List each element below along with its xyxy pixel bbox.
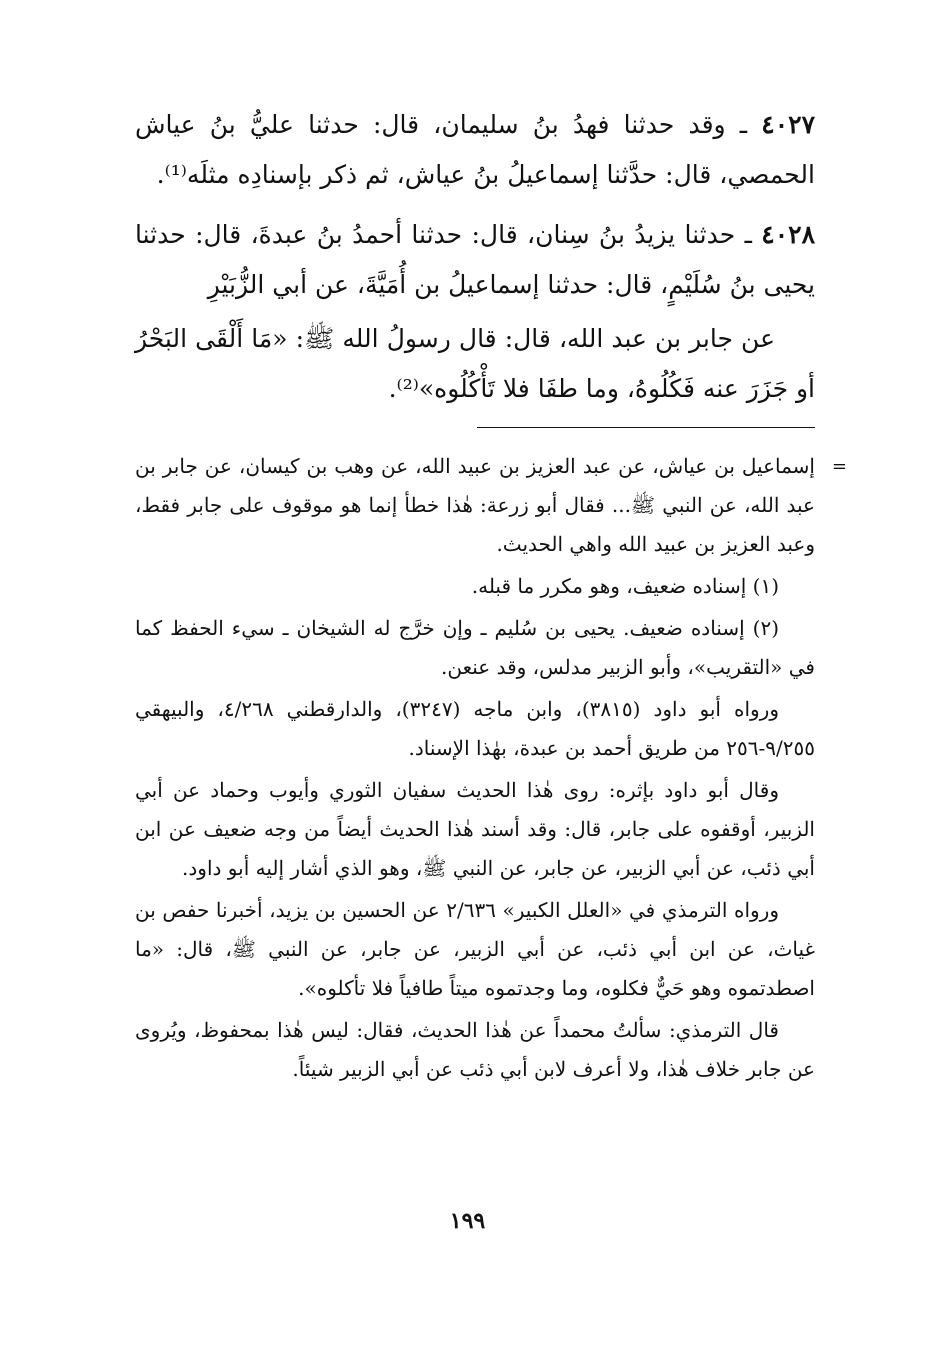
hadith-4028-matn [135, 314, 815, 414]
continuation-mark: = [831, 456, 847, 477]
footnote-1: (١) إسناده ضعيف، وهو مكرر ما قبله. [471, 574, 779, 598]
footnote-paragraph: قال الترمذي: سألتُ محمداً عن هٰذا الحديث، فقال: ليس هٰذا بمحفوظ، ويُروى عن جابر خلاف هٰذا، ولا أعرف لابن أبي ذئب عن أبي الزبير شيئاً. [135, 1018, 815, 1081]
footnote-paragraph: وقال أبو داود بإثره: روى هٰذا الحديث سفيان الثوري وأيوب وحماد عن أبي الزبير، أوقفوه على جابر، قال: وقد أسند هٰذا الحديث أيضاً من وجه ضعيف عن ابن أبي ذئب، عن أبي الزبير، عن جابر، عن النبي ﷺ، وهو الذي أشار إليه أبو داود. [135, 778, 815, 880]
footnote-separator [477, 427, 815, 428]
page-number: ١٩٩ [449, 1208, 486, 1234]
footnote-2: (٢) إسناده ضعيف. يحيى بن سُليم ـ وإن خرَّج له الشيخان ـ سيء الحفظ كما في «التقريب»، وأبو الزبير مدلس، وقد عنعن. [135, 616, 815, 679]
hadith-4028 [135, 210, 815, 310]
hadith-4027 [135, 100, 815, 200]
footnotes [135, 447, 847, 1092]
hadith-text: ـ حدثنا يزيدُ بنُ سِنان، قال: حدثنا أحمدُ بنُ عبدةَ، قال: حدثنا يحيى بنُ سُلَيْمٍ، قال: حدثنا إسماعيلُ بن أُمَيَّةَ، عن أبي الزُّبَيْرِ [135, 220, 815, 299]
hadith-text: ـ وقد حدثنا فهدُ بنُ سليمان، قال: حدثنا عليُّ بنُ عياش الحمصي، قال: حدَّثنا إسماعيلُ بنُ عياش، ثم ذكر بإسنادِه مثلَه⁽¹⁾. [135, 110, 815, 189]
hadith-number: ٤٠٢٧ [761, 110, 816, 139]
hadith-text: عن جابر بن عبد الله، قال: قال رسولُ الله ﷺ: «مَا أَلْقَى البَحْرُ أو جَزَرَ عنه فَكُلُوهُ، وما طفَا فلا تَأْكُلُوه»⁽²⁾. [135, 324, 815, 403]
footnote-paragraph: ورواه أبو داود (٣٨١٥)، وابن ماجه (٣٢٤٧)، والدارقطني ٤/٢٦٨، والبيهقي ٩/٢٥٥-٢٥٦ من طريق أحمد بن عبدة، بهٰذا الإسناد. [135, 697, 815, 760]
main-text [135, 100, 815, 414]
footnote-paragraph: ورواه الترمذي في «العلل الكبير» ٢/٦٣٦ عن الحسين بن يزيد، أخبرنا حفص بن غياث، عن ابن أبي ذئب، عن أبي الزبير، عن جابر، عن النبي ﷺ، قال: «ما اصطدتموه وهو حَيٌّ فكلوه، وما وجدتموه ميتاً طافياً فلا تأكلوه». [135, 898, 815, 1000]
footnote-continuation: إسماعيل بن عياش، عن عبد العزيز بن عبيد الله، عن وهب بن كيسان، عن جابر بن عبد الله، عن النبي ﷺ... فقال أبو زرعة: هٰذا خطأ إنما هو موقوف على جابر فقط، وعبد العزيز بن عبيد الله واهي الحديث. [135, 454, 815, 556]
hadith-number: ٤٠٢٨ [761, 220, 815, 249]
